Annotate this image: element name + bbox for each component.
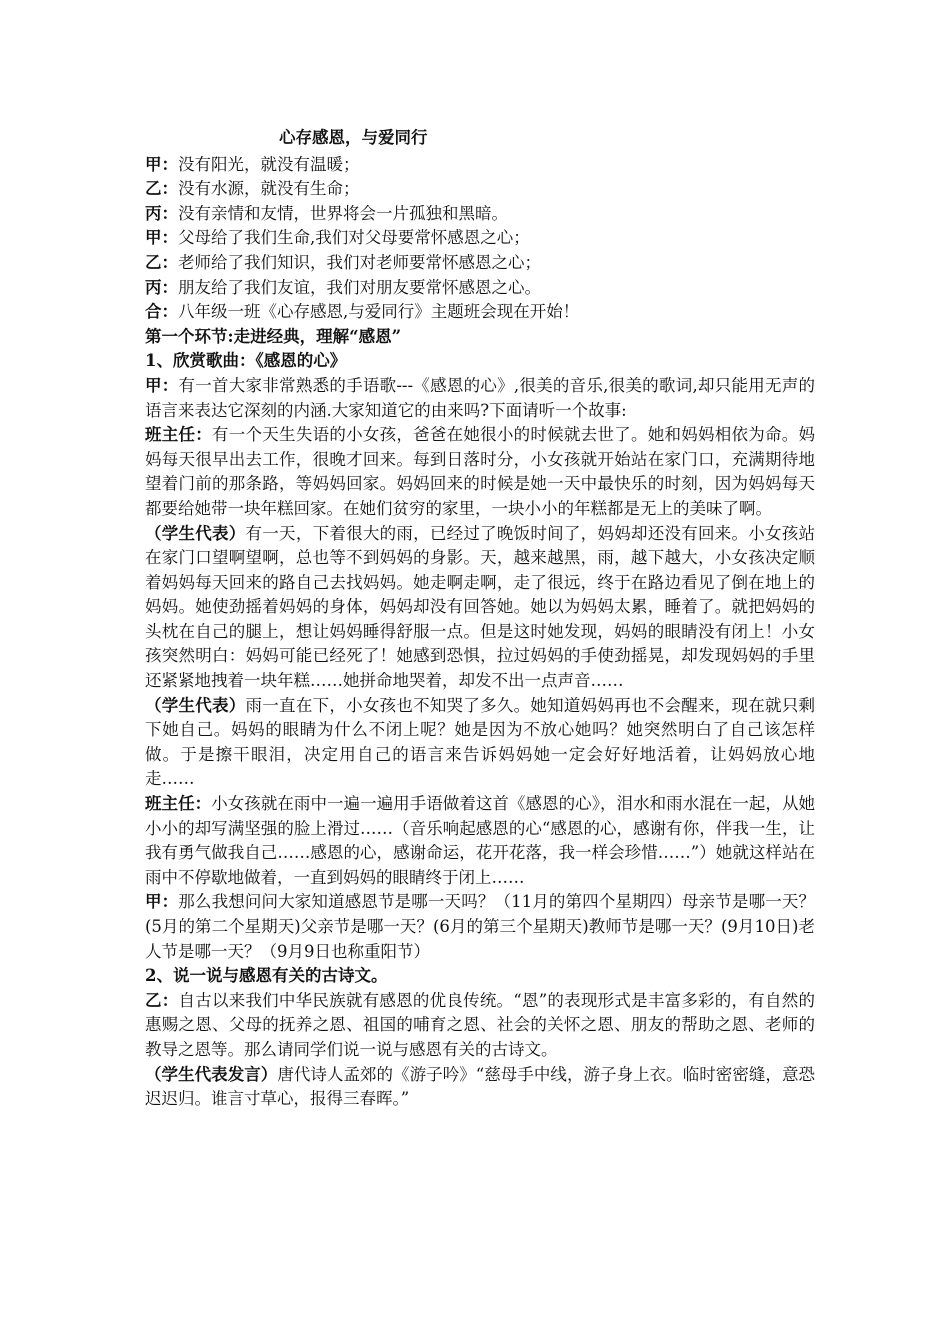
subsection-heading: 2、说一说与感恩有关的古诗文。 (145, 966, 388, 986)
dialogue-paragraph (145, 1063, 815, 1112)
dialogue-text: 父母给了我们生命,我们对父母要常怀感恩之心； (178, 228, 530, 248)
document-title: 心存感恩，与爱同行 (279, 128, 428, 147)
dialogue-text: 唐代诗人孟郊的《游子吟》“慈母手中线，游子身上衣。临时密密缝，意恐迟迟归。谁言寸草心，报得三春晖。” (145, 1064, 815, 1109)
speaker-label: 合： (145, 302, 178, 322)
speaker-label: 甲： (145, 154, 178, 174)
dialogue-paragraph (145, 423, 815, 521)
dialogue-text: 没有阳光，就没有温暖； (178, 154, 360, 174)
dialogue-paragraph (145, 890, 815, 964)
dialogue-line (145, 177, 815, 202)
opening-dialogue (145, 153, 815, 325)
speaker-label: （学生代表发言） (145, 1064, 278, 1084)
dialogue-paragraph (145, 792, 815, 890)
subsection-heading: 1、欣赏歌曲：《感恩的心》 (145, 351, 347, 371)
dialogue-text: 雨一直在下，小女孩也不知哭了多久。她知道妈妈再也不会醒来，现在就只剩下她自己。妈妈的眼睛为什么不闭上呢？她是因为不放心她吗？她突然明白了自己该怎样做。于是擦干眼泪，决定用自己的语言来告诉妈妈她一定会好好地活着，让妈妈放心地走…… (145, 695, 816, 789)
dialogue-paragraph (145, 694, 815, 792)
speaker-label: 丙： (145, 203, 178, 223)
dialogue-text: 八年级一班《心存感恩,与爱同行》主题班会现在开始！ (178, 302, 580, 322)
speaker-label: 甲： (145, 375, 179, 395)
document-page (145, 120, 815, 1112)
dialogue-text: 朋友给了我们友谊，我们对朋友要常怀感恩之心。 (178, 277, 541, 297)
dialogue-line (145, 153, 815, 178)
speaker-label: 甲： (145, 892, 179, 912)
dialogue-line (145, 226, 815, 251)
speaker-label: （学生代表） (145, 523, 246, 543)
speaker-label: 乙： (145, 990, 179, 1010)
speaker-label: （学生代表） (145, 695, 246, 715)
dialogue-text: 有一个天生失语的小女孩，爸爸在她很小的时候就去世了。她和妈妈相依为命。妈妈每天很早出去工作，很晚才回来。每到日落时分，小女孩就开始站在家门口，充满期待地望着门前的那条路，等妈妈回家。妈妈回来的时候是她一天中最快乐的时刻，因为妈妈每天都要给她带一块年糕回家。在她们贫穷的家里，一块小小的年糕都是无上的美味了啊。 (145, 425, 816, 518)
story-dialogue (145, 374, 815, 964)
speaker-label: 乙： (145, 252, 178, 272)
speaker-label: 丙： (145, 277, 178, 297)
dialogue-line (145, 202, 815, 227)
dialogue-line (145, 276, 815, 301)
poetry-dialogue (145, 989, 815, 1112)
dialogue-line (145, 300, 815, 325)
dialogue-text: 那么我想问问大家知道感恩节是哪一天吗？（11月的第四个星期四）母亲节是哪一天？(5月的第二个星期天)父亲节是哪一天？(6月的第三个星期天)教师节是哪一天？(9月10日)老人节是哪一天？（9月9日也称重阳节） (145, 892, 816, 961)
dialogue-text: 没有亲情和友情，世界将会一片孤独和黑暗。 (178, 203, 508, 223)
speaker-label: 乙： (145, 179, 178, 199)
dialogue-paragraph (145, 989, 815, 1063)
dialogue-line (145, 251, 815, 276)
section-heading: 第一个环节:走进经典，理解“感恩” (145, 326, 402, 346)
dialogue-text: 小女孩就在雨中一遍一遍用手语做着这首《感恩的心》，泪水和雨水混在一起，从她小小的却写满坚强的脸上滑过……（音乐响起感恩的心“感恩的心，感谢有你，伴我一生，让我有勇气做我自己……感恩的心，感谢命运，花开花落，我一样会珍惜……”）她就这样站在雨中不停歇地做着，一直到妈妈的眼睛终于闭上…… (145, 794, 816, 887)
dialogue-paragraph (145, 374, 815, 423)
dialogue-paragraph (145, 522, 815, 694)
dialogue-text: 有一首大家非常熟悉的手语歌---《感恩的心》,很美的音乐,很美的歌词,却只能用无声的语言来表达它深刻的内涵.大家知道它的由来吗?下面请听一个故事: (145, 375, 815, 420)
dialogue-text: 自古以来我们中华民族就有感恩的优良传统。“恩”的表现形式是丰富多彩的，有自然的惠赐之恩、父母的抚养之恩、祖国的哺育之恩、社会的关怀之恩、朋友的帮助之恩、老师的教导之恩等。那么请同学们说一说与感恩有关的古诗文。 (145, 990, 815, 1059)
speaker-label: 班主任： (145, 794, 212, 814)
dialogue-text: 有一天，下着很大的雨，已经过了晚饭时间了，妈妈却还没有回来。小女孩站在家门口望啊望啊，总也等不到妈妈的身影。天，越来越黑，雨，越下越大，小女孩决定顺着妈妈每天回来的路自己去找妈妈。她走啊走啊，走了很远，终于在路边看见了倒在地上的妈妈。她使劲摇着妈妈的身体，妈妈却没有回答她。她以为妈妈太累，睡着了。就把妈妈的头枕在自己的腿上，想让妈妈睡得舒服一点。但是这时她发现，妈妈的眼睛没有闭上！小女孩突然明白：妈妈可能已经死了！她感到恐惧，拉过妈妈的手使劲摇晃，却发现妈妈的手里还紧紧地拽着一块年糕……她拼命地哭着，却发不出一点声音…… (145, 523, 816, 691)
speaker-label: 甲： (145, 228, 178, 248)
dialogue-text: 没有水源，就没有生命； (178, 179, 360, 199)
speaker-label: 班主任： (145, 425, 213, 445)
dialogue-text: 老师给了我们知识，我们对老师要常怀感恩之心； (178, 252, 541, 272)
